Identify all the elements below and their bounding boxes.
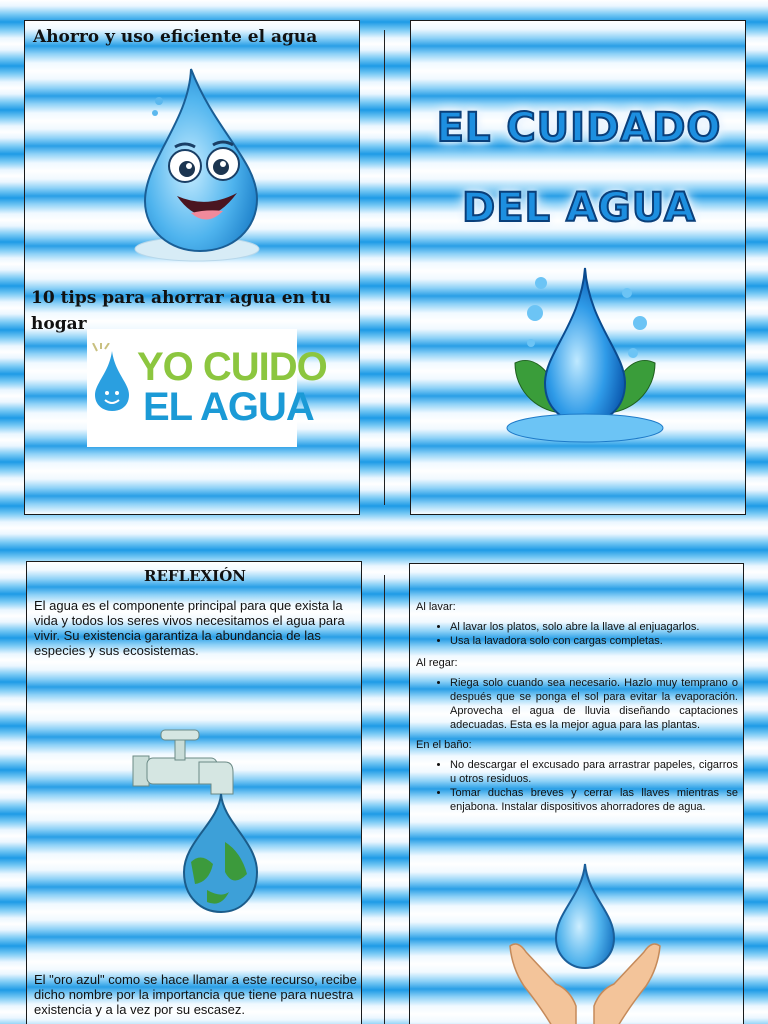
list-item: • No descargar el excusado para arrastrar papeles, cigarros u otros residuos. — [450, 758, 738, 786]
list-item: • Riega solo cuando sea necesario. Hazlo muy temprano o después que se ponga el sol para evitar la evaporación. Aprovecha el agua de lluvia diseñando captaciones adecuadas. Esta es la mejor agua para las plantas. — [450, 676, 738, 732]
section-label-bano: En el baño: — [416, 739, 472, 751]
panel-heading: Ahorro y uso eficiente el agua — [33, 27, 318, 47]
water-drop-logo-icon — [89, 343, 135, 413]
regar-list — [416, 676, 738, 732]
list-item: • Al lavar los platos, solo abre la llave al enjuagarlos. — [450, 620, 738, 634]
panel-savings — [24, 20, 360, 515]
tips-content — [416, 600, 738, 818]
smiling-water-drop-icon — [125, 61, 275, 271]
reflection-paragraph-2: El "oro azul" como se hace llamar a este recurso, recibe dicho nombre por la importancia que tiene para nuestra existencia y a la vez por su escasez. — [34, 972, 357, 1017]
lavar-list — [416, 620, 738, 648]
fold-divider-top — [384, 30, 385, 505]
reflection-heading: REFLEXIÓN — [144, 567, 246, 585]
hands-holding-water-drop-icon — [500, 856, 670, 1024]
logo-text-line1: YO CUIDO — [137, 345, 327, 389]
tips-heading: 10 tips para ahorrar agua en tu hogar — [31, 288, 332, 334]
list-item: • Usa la lavadora solo con cargas completas. — [450, 634, 738, 648]
cover-title-line1: EL CUIDADO — [436, 105, 722, 151]
fold-divider-bottom — [384, 575, 385, 1024]
panel-reflection — [26, 561, 362, 1024]
cover-title-line2: DEL AGUA — [462, 185, 696, 231]
yo-cuido-el-agua-logo — [87, 329, 327, 447]
faucet-with-earth-drop-icon — [129, 712, 269, 922]
bano-list — [416, 758, 738, 814]
section-label-regar: Al regar: — [416, 657, 458, 669]
panel-tips — [409, 563, 744, 1024]
panel-cover — [410, 20, 746, 515]
list-item: • Tomar duchas breves y cerrar las llaves mientras se enjabona. Instalar dispositivos ahorradores de agua. — [450, 786, 738, 814]
reflection-paragraph-1: El agua es el componente principal para que exista la vida y todos los seres vivos necesitamos el agua para vivir. Su existencia garantiza la abundancia de las especies y sus ecosistemas. — [34, 598, 345, 658]
section-label-lavar: Al lavar: — [416, 601, 456, 613]
water-drop-with-leaves-icon — [495, 263, 675, 453]
logo-text-line2: EL AGUA — [143, 385, 314, 429]
